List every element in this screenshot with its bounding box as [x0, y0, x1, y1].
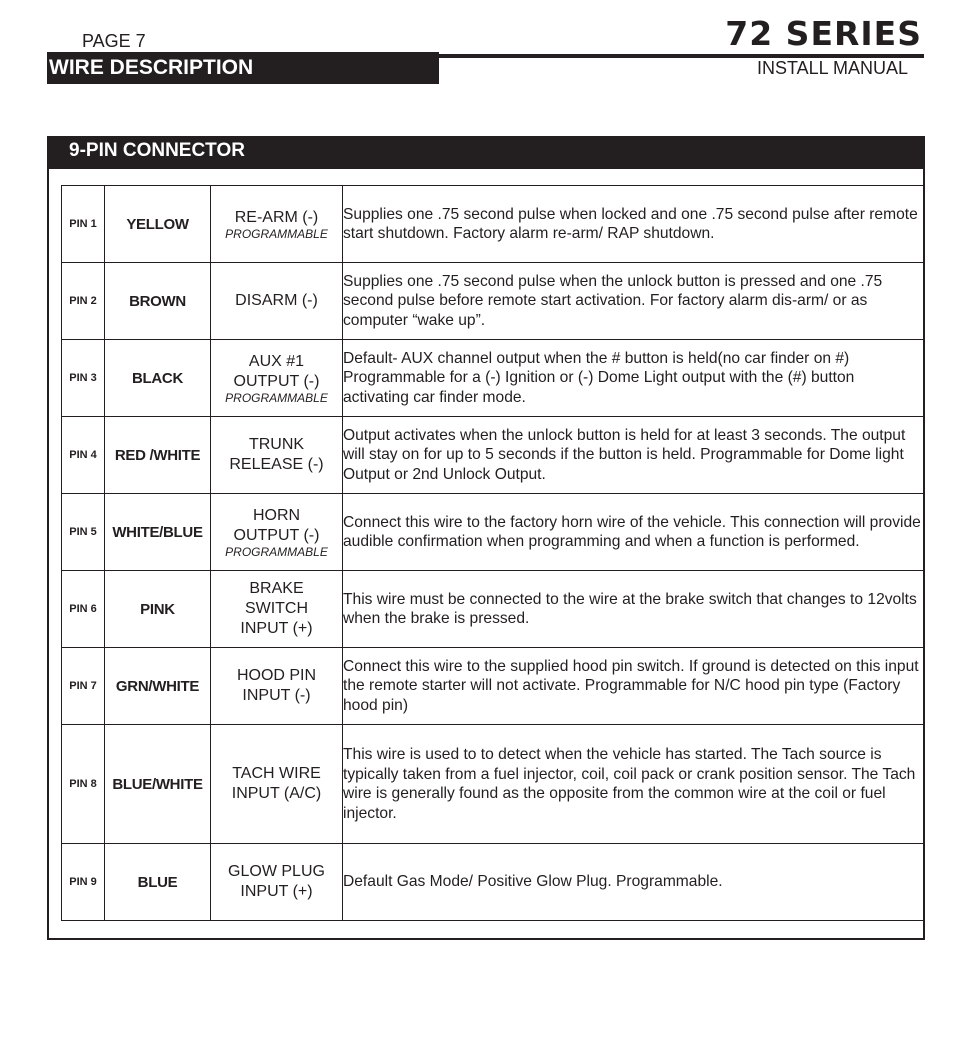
connector-title: 9-PIN CONNECTOR	[69, 140, 245, 161]
pin-row	[62, 494, 925, 571]
wire-description: This wire must be connected to the wire at the brake switch that changes to 12volts when the brake is pressed.	[343, 571, 925, 648]
pin-number: PIN 9	[62, 844, 105, 921]
wire-function-cell	[211, 648, 343, 725]
wire-color: BROWN	[105, 263, 211, 340]
wire-function: HORN OUTPUT (-)	[233, 506, 320, 544]
wire-color: BLUE	[105, 844, 211, 921]
wire-function-cell	[211, 571, 343, 648]
pin-number: PIN 8	[62, 725, 105, 844]
wire-function-cell	[211, 844, 343, 921]
pin-row	[62, 263, 925, 340]
pin-row	[62, 340, 925, 417]
connector-box	[47, 136, 925, 940]
wire-function: GLOW PLUG INPUT (+)	[228, 863, 325, 900]
wire-description: Supplies one .75 second pulse when locked and one .75 second pulse after remote start shutdown. Factory alarm re-arm/ RAP shutdown.	[343, 186, 925, 263]
wire-function-cell	[211, 494, 343, 571]
wire-description: Connect this wire to the factory horn wire of the vehicle. This connection will provide audible confirmation when programming and when a function is performed.	[343, 494, 925, 571]
programmable-note: PROGRAMMABLE	[225, 390, 328, 405]
page-number: PAGE 7	[82, 31, 146, 51]
pin-row	[62, 725, 925, 844]
pin-row	[62, 571, 925, 648]
wire-description: Connect this wire to the supplied hood pin switch. If ground is detected on this input the remote starter will not activate. Programmable for N/C hood pin type (Factory hood pin)	[343, 648, 925, 725]
wire-description: Default Gas Mode/ Positive Glow Plug. Programmable.	[343, 844, 925, 921]
wire-color: PINK	[105, 571, 211, 648]
pin-number: PIN 5	[62, 494, 105, 571]
wire-color: WHITE/BLUE	[105, 494, 211, 571]
pin-row	[62, 186, 925, 263]
connector-header	[49, 138, 923, 169]
wire-color: RED /WHITE	[105, 417, 211, 494]
wire-function-cell	[211, 417, 343, 494]
wire-color: BLACK	[105, 340, 211, 417]
wire-function: BRAKE SWITCH INPUT (+)	[240, 580, 313, 637]
pin-number: PIN 2	[62, 263, 105, 340]
wire-color: BLUE/WHITE	[105, 725, 211, 844]
wire-function: TACH WIRE INPUT (A/C)	[231, 765, 322, 802]
wire-function-cell	[211, 263, 343, 340]
wire-function-cell	[211, 340, 343, 417]
pin-number: PIN 4	[62, 417, 105, 494]
programmable-note: PROGRAMMABLE	[225, 226, 328, 241]
programmable-note: PROGRAMMABLE	[225, 544, 328, 559]
manual-title: INSTALL MANUAL	[756, 58, 908, 78]
wire-color: YELLOW	[105, 186, 211, 263]
wire-description: This wire is used to to detect when the vehicle has started. The Tach source is typically taken from a fuel injector, coil, coil pack or crank position sensor. The Tach wire is generally found as the opposite from the common wire at the coil or fuel injector.	[343, 725, 925, 844]
pin-row	[62, 844, 925, 921]
pin-row	[62, 417, 925, 494]
wire-description: Supplies one .75 second pulse when the unlock button is pressed and one .75 second pulse before remote start activation. For factory alarm dis-arm/ or as computer “wake up”.	[343, 263, 925, 340]
pin-number: PIN 1	[62, 186, 105, 263]
wire-function: RE-ARM (-)	[234, 208, 319, 226]
section-title: WIRE DESCRIPTION	[49, 56, 254, 79]
pin-row	[62, 648, 925, 725]
wire-function: HOOD PIN INPUT (-)	[236, 667, 317, 704]
wire-description: Default- AUX channel output when the # button is held(no car finder on #) Programmable for a (-) Ignition or (-) Dome Light output with the (#) button activating car finder mode.	[343, 340, 925, 417]
pin-number: PIN 7	[62, 648, 105, 725]
wire-color: GRN/WHITE	[105, 648, 211, 725]
wire-function: AUX #1 OUTPUT (-)	[233, 352, 320, 390]
wire-description: Output activates when the unlock button is held for at least 3 seconds. The output will stay on for up to 5 seconds if the button is held. Programmable for Dome light Output or 2nd Unlock Output.	[343, 417, 925, 494]
wire-function-cell	[211, 186, 343, 263]
series-title: 72 SERIES	[725, 14, 922, 53]
wire-function: TRUNK RELEASE (-)	[229, 436, 324, 473]
wire-function-cell	[211, 725, 343, 844]
pin-table	[61, 185, 925, 921]
pin-number: PIN 6	[62, 571, 105, 648]
pin-number: PIN 3	[62, 340, 105, 417]
wire-function: DISARM (-)	[235, 292, 318, 309]
section-bar	[47, 52, 439, 84]
